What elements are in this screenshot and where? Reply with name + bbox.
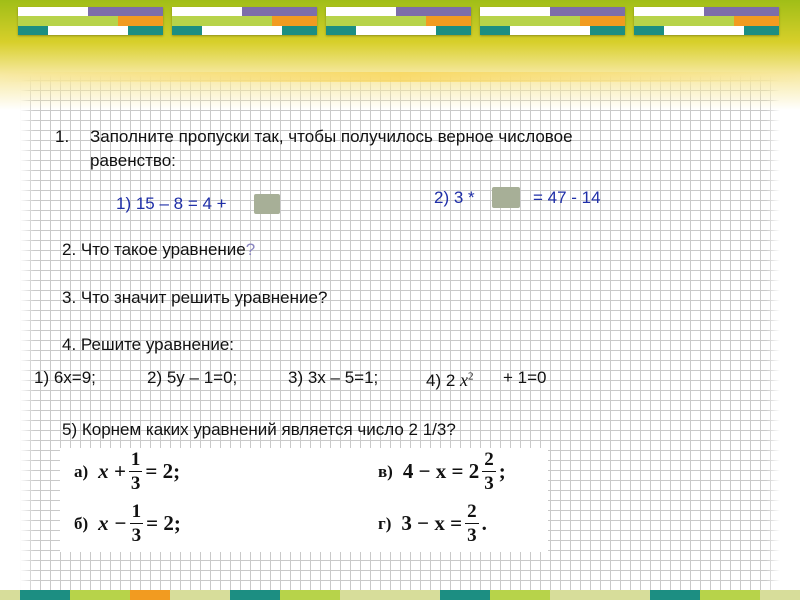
fraction-numerator: 1 bbox=[131, 501, 142, 522]
fraction-denominator: 3 bbox=[467, 525, 477, 546]
task4-item-4-suffix: + 1=0 bbox=[503, 368, 547, 387]
task1-equation-1: 1) 15 – 8 = 4 + bbox=[116, 194, 227, 213]
equation-a-left: x + bbox=[98, 459, 126, 483]
task2-question bbox=[62, 240, 255, 260]
equation-v-right: ; bbox=[498, 459, 506, 483]
task2-question-mark: ? bbox=[245, 240, 256, 259]
decor-tile bbox=[634, 7, 779, 35]
equation-b-right: = 2; bbox=[146, 511, 181, 535]
task5-title: 5) Корнем каких уравнений является число 2 1/3? bbox=[62, 420, 456, 439]
fraction-denominator: 3 bbox=[130, 473, 141, 494]
answer-blank-2[interactable] bbox=[492, 187, 520, 208]
fraction bbox=[482, 450, 496, 493]
task4-item-3: 3) 3х – 5=1; bbox=[288, 368, 379, 387]
decor-tile bbox=[480, 7, 625, 35]
equation-b-left: x − bbox=[98, 511, 127, 535]
fraction-numerator: 1 bbox=[130, 449, 141, 470]
task4-item-4-variable: x bbox=[460, 370, 469, 390]
fraction bbox=[129, 450, 143, 493]
equation-g-right: . bbox=[481, 511, 487, 535]
task4-item-4-exponent: 2 bbox=[468, 370, 474, 383]
equation-b-label: б) bbox=[74, 513, 89, 533]
decor-tile bbox=[326, 7, 471, 35]
task4-item-2: 2) 5у – 1=0; bbox=[147, 368, 238, 387]
task4-item-1: 1) 6х=9; bbox=[34, 368, 96, 387]
equation-v-label: в) bbox=[378, 461, 393, 481]
fraction-denominator: 3 bbox=[131, 525, 142, 546]
fraction-numerator: 2 bbox=[467, 501, 477, 522]
task2-text: 2. Что такое уравнение bbox=[62, 240, 246, 259]
task1-equation-2-right: = 47 - 14 bbox=[533, 188, 601, 207]
decor-tile bbox=[18, 7, 163, 35]
equation-v bbox=[378, 450, 506, 493]
equation-g-left: 3 − x = bbox=[401, 511, 463, 535]
answer-blank-1[interactable] bbox=[254, 194, 280, 214]
fraction-denominator: 3 bbox=[484, 473, 494, 494]
equation-v-left: 4 − x = 2 bbox=[402, 459, 480, 483]
task1-number: 1. bbox=[55, 127, 70, 146]
task1-text-line2: равенство: bbox=[90, 151, 176, 170]
fraction-numerator: 2 bbox=[484, 449, 494, 470]
equation-g bbox=[378, 502, 487, 545]
task4-item-4-prefix: 4) 2 bbox=[426, 371, 456, 390]
fraction bbox=[465, 502, 479, 545]
task1-text-line1: Заполните пропуски так, чтобы получилось верное числовое bbox=[90, 127, 573, 146]
task4-title: 4. Решите уравнение: bbox=[62, 335, 235, 354]
decor-tile bbox=[172, 7, 317, 35]
equation-g-label: г) bbox=[378, 513, 392, 533]
task3-question: 3. Что значит решить уравнение? bbox=[62, 288, 328, 307]
equation-a-right: = 2; bbox=[145, 459, 181, 483]
footer-decoration bbox=[0, 590, 800, 600]
equation-a-label: а) bbox=[74, 461, 89, 481]
task1-equation-2-left: 2) 3 * bbox=[434, 188, 475, 207]
header-decoration bbox=[0, 0, 800, 110]
fraction bbox=[130, 502, 144, 545]
equation-b bbox=[74, 502, 181, 545]
task4-item-4 bbox=[426, 370, 474, 391]
equation-a bbox=[74, 450, 180, 493]
equations-panel bbox=[60, 448, 548, 552]
